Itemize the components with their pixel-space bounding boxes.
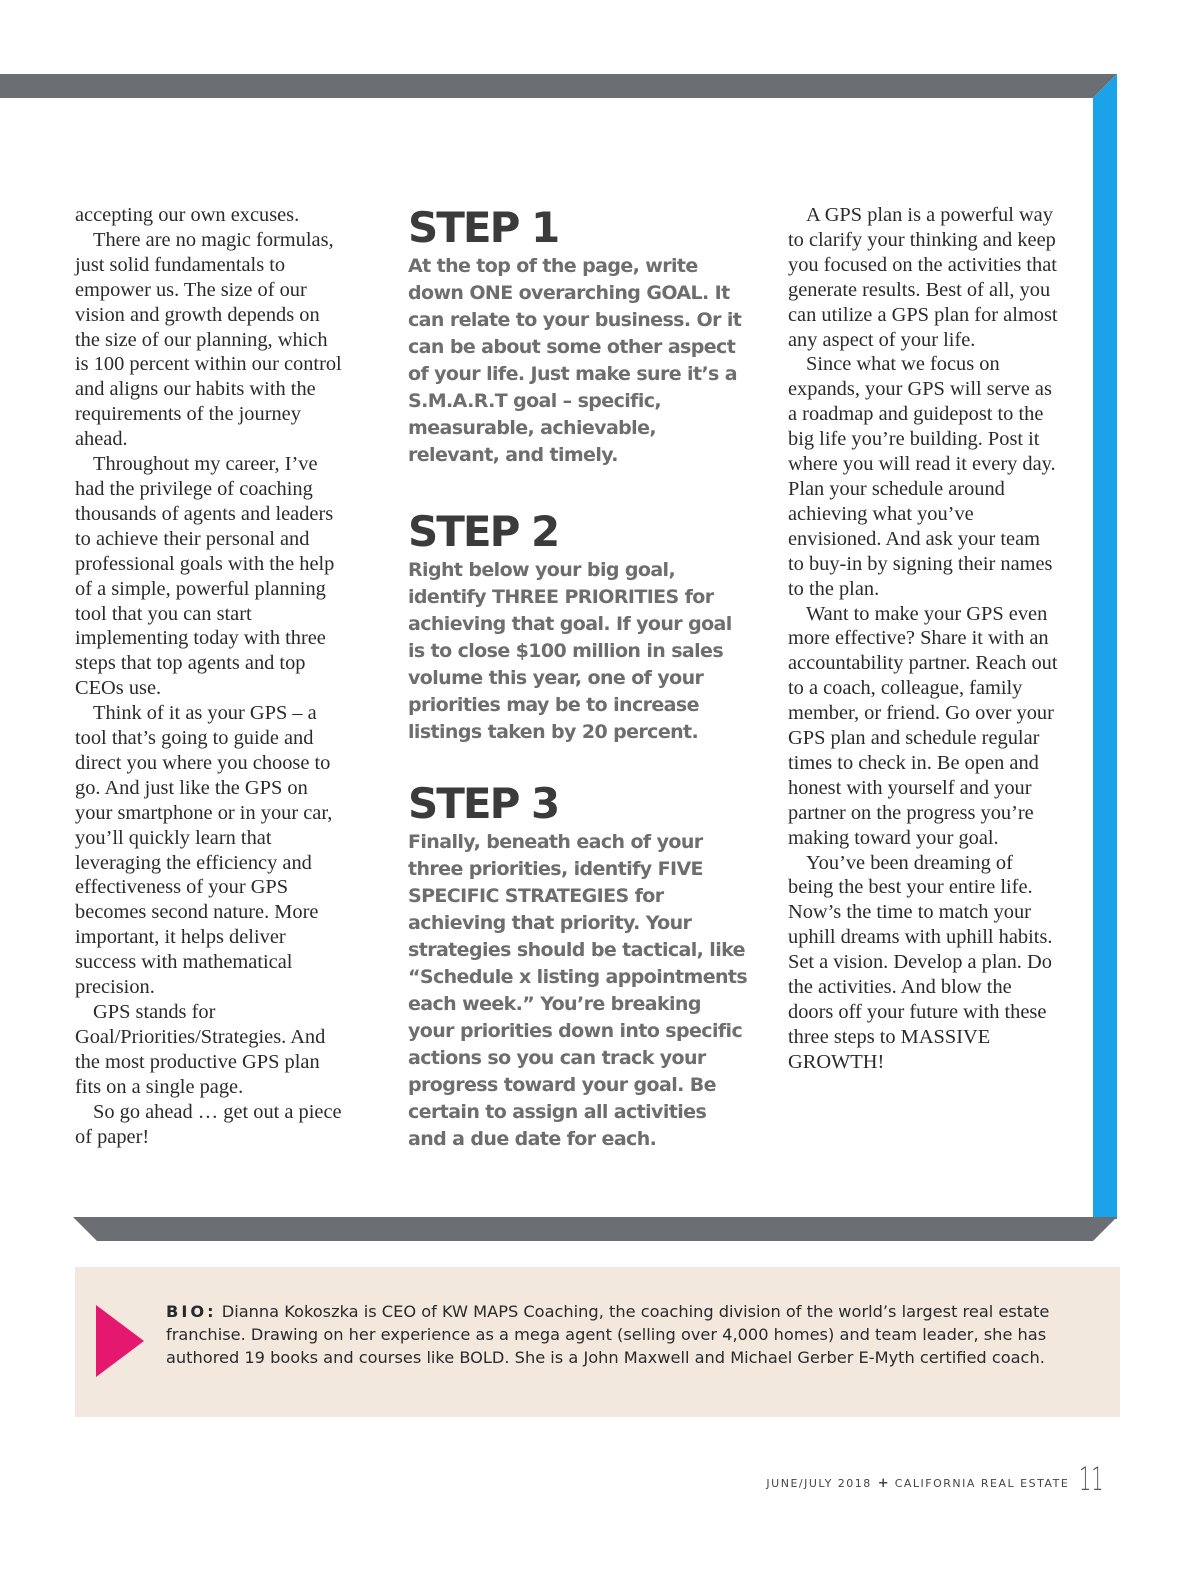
right-column [788,203,1058,1075]
footer-publication: CALIFORNIA REAL ESTATE [894,1477,1070,1490]
right-paragraph: A GPS plan is a powerful way to clarify your thinking and keep you focused on the activities that generate results. Best of all, you can utilize a GPS plan for almost any aspect of your life. [788,204,1058,351]
step-2-block [408,507,748,746]
page-number: 11 [1079,1460,1104,1498]
left-paragraph: Think of it as your GPS – a tool that’s going to guide and direct you where you choose to go. And just like the GPS on your smartphone or in your car, you’ll quickly learn that leveraging the efficiency and effectiveness of your GPS becomes second nature. More important, it helps deliver success with mathematical precision. [75,702,333,999]
step-3-block [408,779,748,1153]
bio-body: Dianna Kokoszka is CEO of KW MAPS Coaching, the coaching division of the world’s largest real estate franchise. Drawing on her experience as a mega agent (selling over 4,000 homes) and team leader, she has authored 19 books and courses like BOLD. She is a John Maxwell and Michael Gerber E-Myth certified coach. [166,1302,1050,1367]
left-paragraph: accepting our own excuses. [75,204,300,226]
left-paragraph: There are no magic formulas, just solid fundamentals to empower us. The size of our vision and growth depends on the size of our planning, which is 100 percent within our control and aligns our habits with the requirements of the journey ahead. [75,228,342,451]
page-footer [766,1462,1120,1496]
left-column [75,203,343,1149]
right-paragraph: Since what we focus on expands, your GPS will serve as a roadmap and guidepost to the big life you’re building. Post it where you will read it every day. Plan your schedule around achieving what you’ve envisioned. And ask your team to buy-in by signing their names to the plan. [788,353,1056,600]
left-paragraph: So go ahead … get out a piece of paper! [75,1100,342,1148]
left-paragraph: GPS stands for Goal/Priorities/Strategies. And the most productive GPS plan fits on a single page. [75,1001,326,1098]
left-paragraph: Throughout my career, I’ve had the privilege of coaching thousands of agents and leaders to achieve their personal and professional goals with the help of a simple, powerful planning tool that you can start implementing today with three steps that top agents and top CEOs use. [75,453,335,700]
step-1-body: At the top of the page, write down ONE overarching GOAL. It can relate to your business. Or it can be about some other aspect of your life. Just make sure it’s a S.M.A.R.T goal – specific, measurable, achievable, relevant, and timely. [408,255,742,466]
step-1-heading: STEP 1 [408,203,559,252]
right-accent-bar [1090,70,1130,1230]
bottom-frame-bar [0,1200,1200,1260]
step-3-body: Finally, beneath each of your three priorities, identify FIVE SPECIFIC STRATEGIES for achieving that priority. Your strategies should be tactical, like “Schedule x listing appointments each week.” You’re breaking your priorities down into specific actions so you can track your progress toward your goal. Be certain to assign all activities and a due date for each. [408,831,748,1150]
footer-separator: + [877,1476,889,1491]
play-arrow-icon [96,1305,144,1377]
step-1-block [408,203,748,469]
top-frame-bar [0,0,1200,120]
bio-text [166,1300,1096,1369]
step-2-heading: STEP 2 [408,507,559,556]
step-2-body: Right below your big goal, identify THREE PRIORITIES for achieving that goal. If your goal is to close $100 million in sales volume this year, one of your priorities may be to increase listings taken by 20 percent. [408,559,732,743]
right-paragraph: You’ve been dreaming of being the best your entire life. Now’s the time to match your uphill dreams with uphill habits. Set a vision. Develop a plan. Do the activities. And blow the doors off your future with these three steps to MASSIVE GROWTH! [788,851,1053,1073]
right-paragraph: Want to make your GPS even more effective? Share it with an accountability partner. Reach out to a coach, colleague, family member, or friend. Go over your GPS plan and schedule regular times to check in. Be open and honest with yourself and your partner on the progress you’re making toward your goal. [788,602,1058,849]
bio-label: BIO: [166,1302,217,1321]
step-3-heading: STEP 3 [408,779,559,828]
bio-box [75,1267,1120,1417]
steps-column [408,203,748,1150]
footer-issue: JUNE/JULY 2018 [766,1477,872,1490]
